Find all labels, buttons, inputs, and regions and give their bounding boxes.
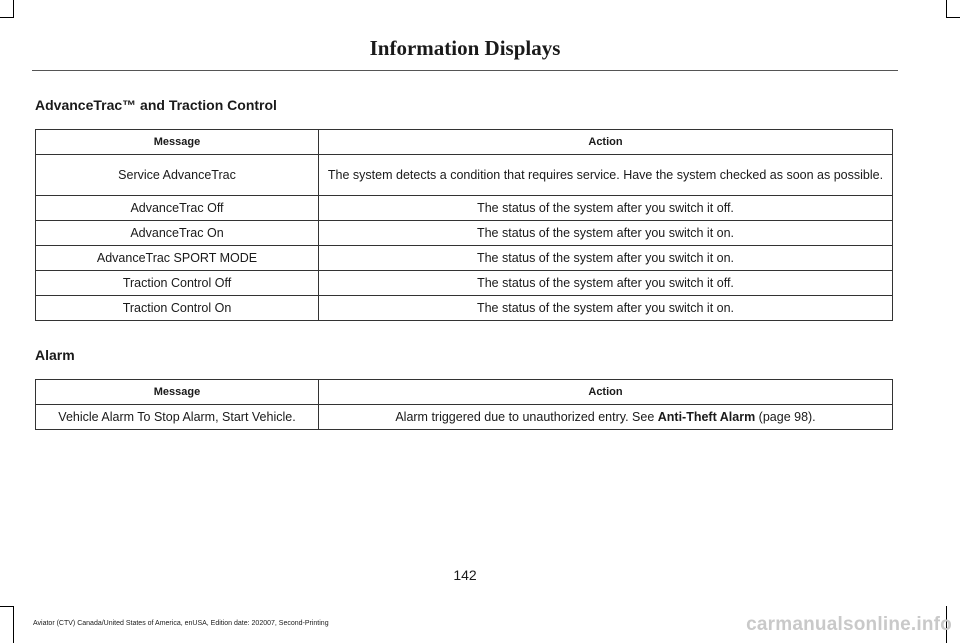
anti-theft-alarm-reference[interactable]: Anti-Theft Alarm [657, 410, 756, 424]
message-cell: Traction Control Off [36, 271, 319, 296]
message-cell: AdvanceTrac On [36, 221, 319, 246]
table-header-row [36, 130, 893, 155]
message-cell: AdvanceTrac SPORT MODE [36, 246, 319, 271]
header-divider [32, 70, 898, 71]
action-cell: The system detects a condition that requires service. Have the system checked as soon as possible. [319, 155, 893, 196]
column-header-action: Action [319, 130, 893, 155]
table-row [36, 405, 893, 430]
crop-mark-top-left-h [0, 17, 14, 18]
section-title-alarm: Alarm [35, 347, 75, 363]
column-header-message: Message [36, 130, 319, 155]
action-cell: The status of the system after you switch it on. [319, 246, 893, 271]
crop-mark-top-left-v [13, 0, 14, 17]
column-header-action: Action [319, 380, 893, 405]
table-header-row [36, 380, 893, 405]
advancetrac-table [35, 129, 893, 321]
page-title: Information Displays [369, 36, 561, 60]
alarm-table [35, 379, 893, 430]
action-cell: The status of the system after you switch it on. [319, 221, 893, 246]
message-cell: AdvanceTrac Off [36, 196, 319, 221]
page-reference: (page 98). [755, 410, 816, 424]
action-text: Alarm triggered due to unauthorized entry. See [395, 410, 658, 424]
column-header-message: Message [36, 380, 319, 405]
message-cell: Service AdvanceTrac [36, 155, 319, 196]
message-cell: Vehicle Alarm To Stop Alarm, Start Vehicle. [36, 405, 319, 430]
footer-edition-info: Aviator (CTV) Canada/United States of America, enUSA, Edition date: 202007, Second-Printing [33, 620, 329, 627]
crop-mark-top-right-h [946, 17, 960, 18]
crop-mark-bottom-left-h [0, 606, 14, 607]
table-row [36, 221, 893, 246]
crop-mark-bottom-left-v [13, 606, 14, 643]
action-cell: The status of the system after you switch it off. [319, 271, 893, 296]
message-cell: Traction Control On [36, 296, 319, 321]
action-cell: The status of the system after you switch it off. [319, 196, 893, 221]
table-row [36, 271, 893, 296]
action-cell [319, 405, 893, 430]
table-row [36, 196, 893, 221]
watermark: carmanualsonline.info [746, 614, 952, 635]
table-row [36, 296, 893, 321]
page-number: 142 [453, 567, 477, 583]
table-row [36, 246, 893, 271]
crop-mark-top-right-v [946, 0, 947, 17]
section-title-advancetrac: AdvanceTrac™ and Traction Control [35, 97, 277, 113]
action-cell: The status of the system after you switch it on. [319, 296, 893, 321]
table-row [36, 155, 893, 196]
